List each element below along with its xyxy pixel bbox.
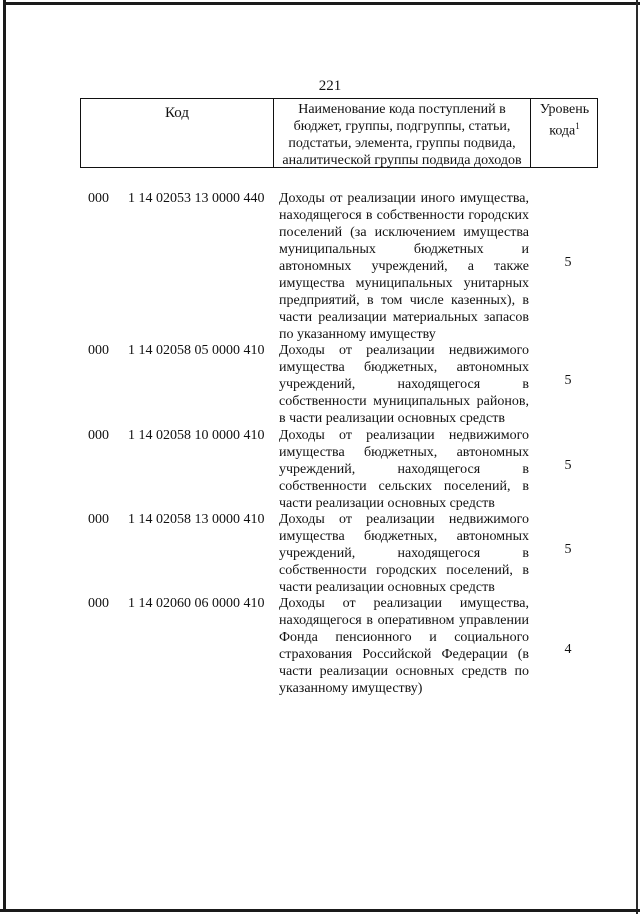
scan-edge-top (6, 2, 640, 5)
revenue-code: 1 14 02058 05 0000 410 (128, 343, 265, 358)
code-level: 5 (564, 458, 572, 473)
code-level: 5 (564, 373, 572, 388)
page-number: 221 (318, 78, 342, 94)
header-code-label: Код (165, 105, 189, 121)
revenue-name: Доходы от реализации недвижимого имущества бюджетных, автономных учреждений, находящегося в собственности муниципальных районов, в части реализации основных средств (279, 343, 529, 426)
header-level-wrap (531, 101, 598, 140)
revenue-code: 1 14 02058 13 0000 410 (128, 512, 265, 527)
revenue-name: Доходы от реализации имущества, находящегося в оперативном управлении Фонда пенсионного и социального страхования Российской Федерации (в части реализации основных средств по указанному имуществу) (279, 596, 529, 696)
header-level-label: Уровень кода (539, 102, 590, 139)
code-level: 4 (564, 642, 572, 657)
admin-code: 000 (88, 428, 109, 443)
revenue-code: 1 14 02053 13 0000 440 (128, 191, 265, 206)
code-level: 5 (564, 542, 572, 557)
revenue-name: Доходы от реализации недвижимого имущества бюджетных, автономных учреждений, находящегося в собственности городских поселений, в части реализации основных средств (279, 512, 529, 595)
revenue-name: Доходы от реализации иного имущества, находящегося в собственности городских поселений (за исключением имущества муниципальных бюджетных и автономных учреждений, а также имущества муниципальных унитарных предприятий, в том числе казенных), в части реализации материальных запасов по указанному имуществу (279, 191, 529, 342)
revenue-code: 1 14 02060 06 0000 410 (128, 596, 265, 611)
header-name-label: Наименование кода поступлений в бюджет, группы, подгруппы, статьи, подстатьи, элемента, группы подвида, аналитической группы подвида доходов (282, 102, 522, 168)
revenue-code: 1 14 02058 10 0000 410 (128, 428, 265, 443)
header-cell-name (274, 99, 531, 167)
scan-edge-bottom (0, 909, 640, 912)
scan-edge-left (3, 0, 6, 910)
admin-code: 000 (88, 191, 109, 206)
scan-edge-right (636, 0, 638, 914)
footnote-marker: 1 (575, 121, 580, 131)
admin-code: 000 (88, 343, 109, 358)
revenue-name: Доходы от реализации недвижимого имущества бюджетных, автономных учреждений, находящегося в собственности сельских поселений, в части реализации основных средств (279, 428, 529, 511)
header-cell-code (81, 99, 274, 167)
code-level: 5 (564, 255, 572, 270)
admin-code: 000 (88, 596, 109, 611)
header-cell-level (531, 99, 598, 167)
table-header (80, 98, 598, 168)
admin-code: 000 (88, 512, 109, 527)
